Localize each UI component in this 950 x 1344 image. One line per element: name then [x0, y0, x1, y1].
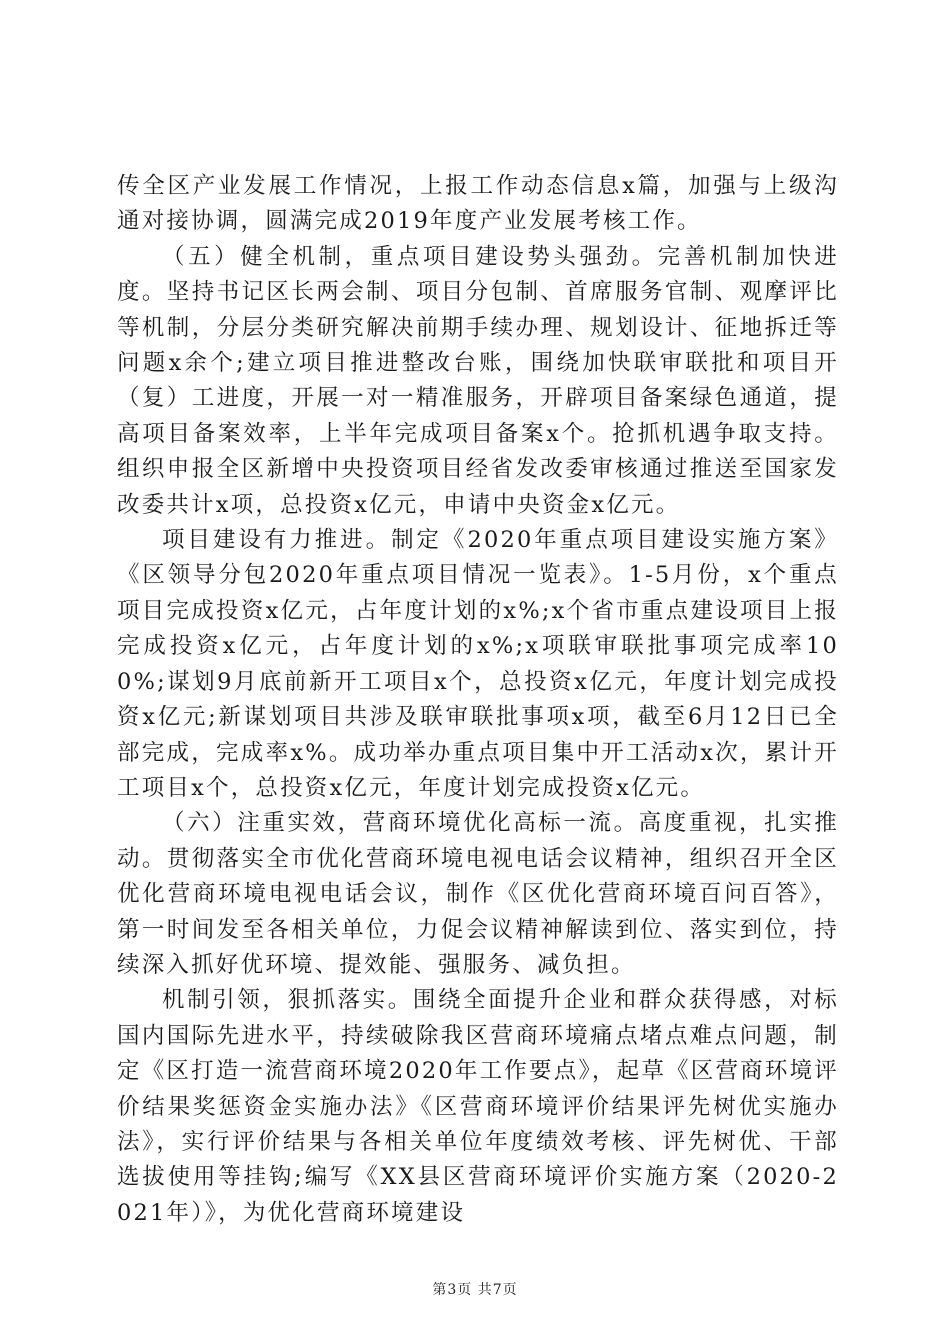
paragraph-continuation: 传全区产业发展工作情况，上报工作动态信息x篇，加强与上级沟通对接协调，圆满完成2019年度产业发展考核工作。	[117, 173, 839, 235]
page-footer: 第3页 共7页	[432, 1282, 518, 1298]
paragraph-mechanism: 机制引领，狠抓落实。围绕全面提升企业和群众获得感，对标国内国际先进水平，持续破除我区营商环境痛点堵点难点问题，制定《区打造一流营商环境2020年工作要点》，起草《区营商环境评价结果奖惩资金实施办法》《区营商环境评价结果评先树优实施办法》，实行评价结果与各相关单位年度绩效考核、评先树优、干部选拔使用等挂钩;编写《XX县区营商环境评价实施方案（2020-2021年）》，为优化营商环境建设	[117, 987, 839, 1226]
paragraph-section-six: （六）注重实效，营商环境优化高标一流。高度重视，扎实推动。贯彻落实全市优化营商环境电视电话会议精神，组织召开全区优化营商环境电视电话会议，制作《区优化营商环境百问百答》，第一时间发至各相关单位，力促会议精神解读到位、落实到位，持续深入抓好优环境、提效能、强服务、减负担。	[117, 810, 839, 978]
document-body	[117, 169, 839, 1231]
paragraph-section-five: （五）健全机制，重点项目建设势头强劲。完善机制加快进度。坚持书记区长两会制、项目分包制、首席服务官制、观摩评比等机制，分层分类研究解决前期手续办理、规划设计、征地拆迁等问题x余个;建立项目推进整改台账，围绕加快联审联批和项目开（复）工进度，开展一对一精准服务，开辟项目备案绿色通道，提高项目备案效率，上半年完成项目备案x个。抢抓机遇争取支持。组织申报全区新增中央投资项目经省发改委审核通过推送至国家发改委共计x项，总投资x亿元，申请中央资金x亿元。	[117, 243, 839, 518]
paragraph-project-construction: 项目建设有力推进。制定《2020年重点项目建设实施方案》《区领导分包2020年重点项目情况一览表》。1-5月份，x个重点项目完成投资x亿元，占年度计划的x%;x个省市重点建设项目上报完成投资x亿元，占年度计划的x%;x项联审联批事项完成率100%;谋划9月底前新开工项目x个，总投资x亿元，年度计划完成投资x亿元;新谋划项目共涉及联审联批事项x项，截至6月12日已全部完成，完成率x%。成功举办重点项目集中开工活动x次，累计开工项目x个，总投资x亿元，年度计划完成投资x亿元。	[117, 527, 839, 801]
